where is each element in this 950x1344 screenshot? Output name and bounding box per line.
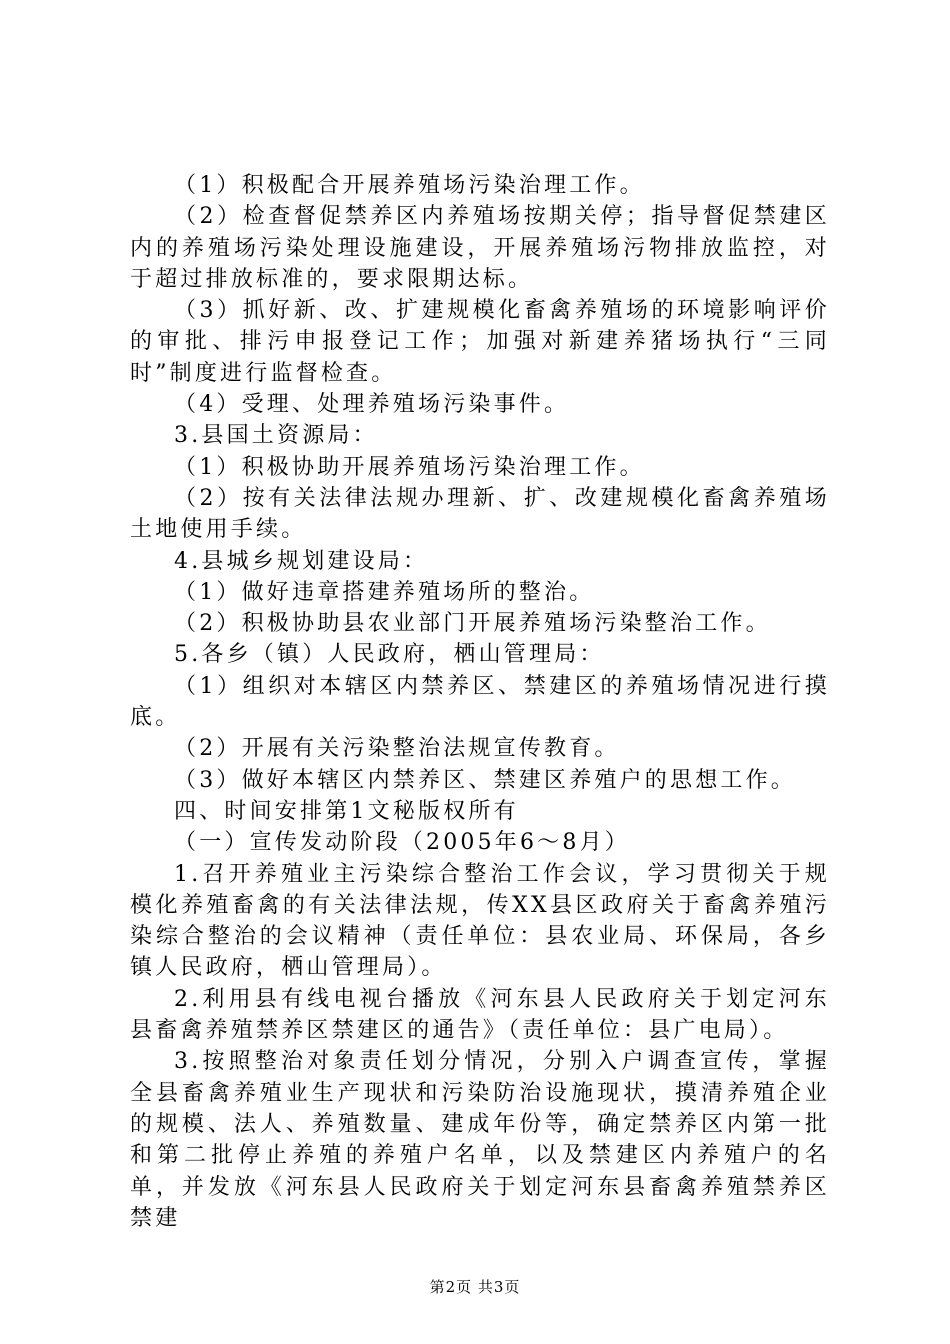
section-heading: 3.县国土资源局： xyxy=(174,423,378,449)
paragraph: （3）抓好新、改、扩建规模化畜禽养殖场的环境影响评价的审批、排污申报登记工作；加强对新建养猪场执行“三同时”制度进行监督检查。 xyxy=(130,298,830,386)
subsection-heading: （一）宣传发动阶段（2005年6～8月） xyxy=(174,830,630,856)
paragraph: （4）受理、处理养殖场污染事件。 xyxy=(174,392,570,418)
paragraph: （3）做好本辖区内禁养区、禁建区养殖户的思想工作。 xyxy=(174,767,796,793)
section-heading: 4.县城乡规划建设局： xyxy=(174,548,429,574)
page-footer: 第2页 共3页 xyxy=(429,1278,521,1296)
paragraph: 1.召开养殖业主污染综合整治工作会议，学习贯彻关于规模化养殖畜禽的有关法律法规，传XX县区政府关于畜禽养殖污染综合整治的会议精神（责任单位：县农业局、环保局，各乡镇人民政府，栖山管理局）。 xyxy=(130,861,830,981)
paragraph: （1）做好违章搭建养殖场所的整治。 xyxy=(174,579,595,605)
paragraph: （2）积极协助县农业部门开展养殖场污染整治工作。 xyxy=(174,611,771,637)
paragraph: 3.按照整治对象责任划分情况，分别入户调查宣传，掌握全县畜禽养殖业生产现状和污染防治设施现状，摸清养殖企业的规模、法人、养殖数量、建成年份等，确定禁养区内第一批和第二批停止养殖的养殖户名单，以及禁建区内养殖户的名单，并发放《河东县人民政府关于划定河东县畜禽养殖禁养区禁建 xyxy=(130,1049,830,1231)
section-heading: 5.各乡（镇）人民政府，栖山管理局： xyxy=(174,642,605,668)
paragraph: （1）组织对本辖区内禁养区、禁建区的养殖场情况进行摸底。 xyxy=(130,673,830,731)
section-heading: 四、时间安排第1文秘版权所有 xyxy=(174,798,519,824)
paragraph: （1）积极协助开展养殖场污染治理工作。 xyxy=(174,454,645,480)
paragraph: 2.利用县有线电视台播放《河东县人民政府关于划定河东县畜禽养殖禁养区禁建区的通告》（责任单位：县广电局）。 xyxy=(130,986,830,1044)
paragraph: （2）开展有关污染整治法规宣传教育。 xyxy=(174,736,620,762)
document-body xyxy=(130,170,830,1234)
paragraph: （1）积极配合开展养殖场污染治理工作。 xyxy=(174,173,645,198)
paragraph: （2）检查督促禁养区内养殖场按期关停；指导督促禁建区内的养殖场污染处理设施建设，开展养殖场污物排放监控，对于超过排放标准的，要求限期达标。 xyxy=(130,204,830,292)
paragraph: （2）按有关法律法规办理新、扩、改建规模化畜禽养殖场土地使用手续。 xyxy=(130,485,830,543)
